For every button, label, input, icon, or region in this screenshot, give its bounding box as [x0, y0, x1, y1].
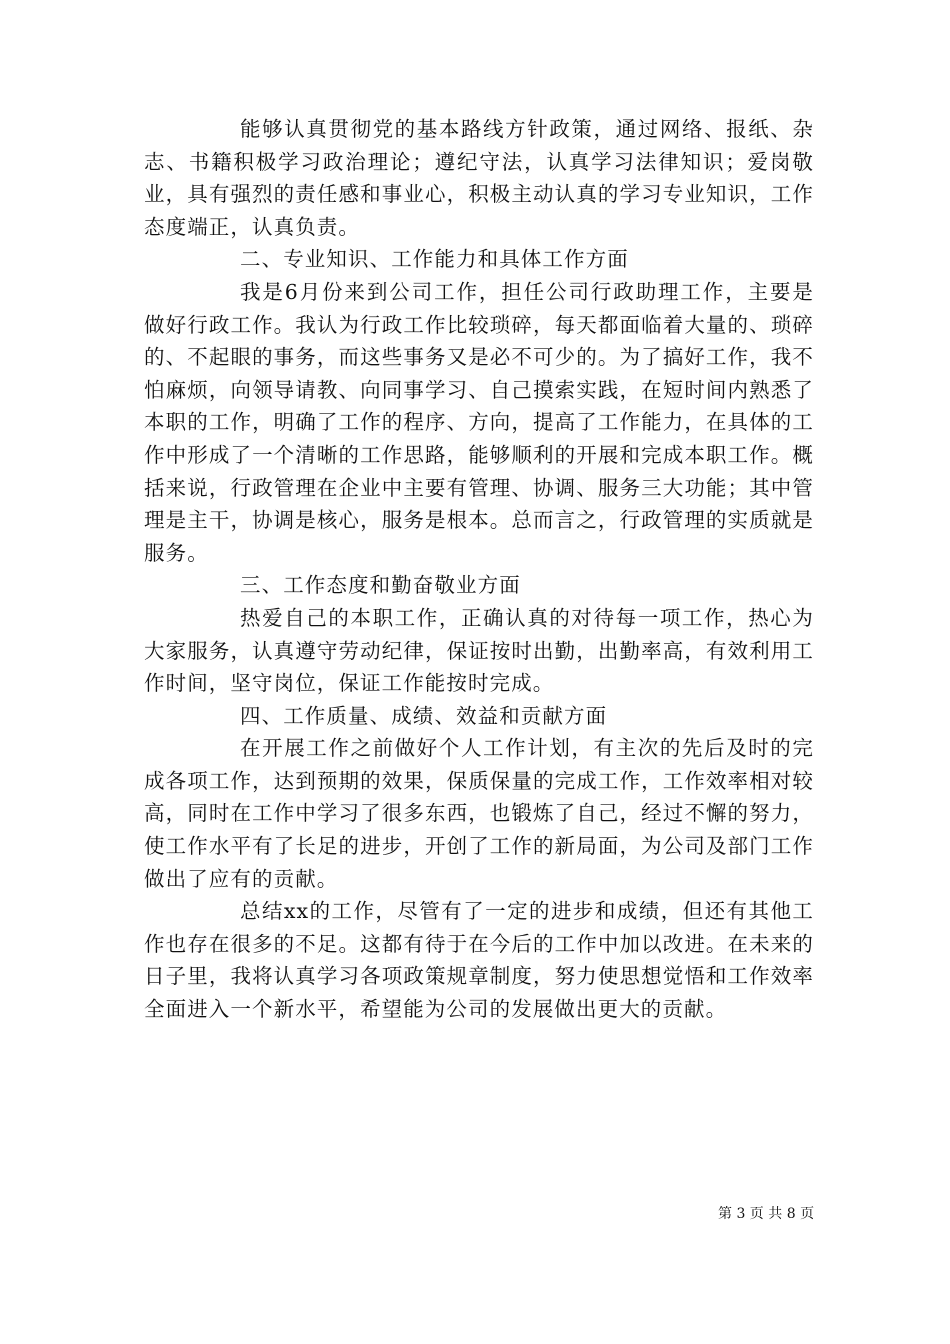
document-body — [144, 113, 814, 1026]
paragraph-professional-work: 我是6月份来到公司工作，担任公司行政助理工作，主要是做好行政工作。我认为行政工作比较琐碎，每天都面临着大量的、琐碎的、不起眼的事务，而这些事务又是必不可少的。为了搞好工作，我不怕麻烦，向领导请教、向同事学习、自己摸索实践，在短时间内熟悉了本职的工作，明确了工作的程序、方向，提高了工作能力，在具体的工作中形成了一个清晰的工作思路，能够顺利的开展和完成本职工作。概括来说，行政管理在企业中主要有管理、协调、服务三大功能；其中管理是主干，协调是核心，服务是根本。总而言之，行政管理的实质就是服务。 — [144, 279, 814, 565]
paragraph-summary: 总结xx的工作，尽管有了一定的进步和成绩，但还有其他工作也存在很多的不足。这都有待于在今后的工作中加以改进。在未来的日子里，我将认真学习各项政策规章制度，努力使思想觉悟和工作效率全面进入一个新水平，希望能为公司的发展做出更大的贡献。 — [144, 899, 814, 1022]
paragraph-attitude: 热爱自己的本职工作，正确认真的对待每一项工作，热心为大家服务，认真遵守劳动纪律，保证按时出勤，出勤率高，有效利用工作时间，坚守岗位，保证工作能按时完成。 — [144, 605, 814, 696]
paragraph-political-study: 能够认真贯彻党的基本路线方针政策，通过网络、报纸、杂志、书籍积极学习政治理论；遵纪守法，认真学习法律知识；爱岗敬业，具有强烈的责任感和事业心，积极主动认真的学习专业知识，工作态度端正，认真负责。 — [144, 117, 814, 239]
section-heading-professional: 二、专业知识、工作能力和具体工作方面 — [240, 247, 629, 272]
section-heading-quality: 四、工作质量、成绩、效益和贡献方面 — [240, 703, 608, 728]
paragraph-quality: 在开展工作之前做好个人工作计划，有主次的先后及时的完成各项工作，达到预期的效果，保质保量的完成工作，工作效率相对较高，同时在工作中学习了很多东西，也锻炼了自己，经过不懈的努力，使工作水平有了长足的进步，开创了工作的新局面，为公司及部门工作做出了应有的贡献。 — [144, 736, 814, 891]
section-heading-attitude: 三、工作态度和勤奋敬业方面 — [240, 573, 521, 598]
page-number-footer: 第 3 页 共 8 页 — [718, 1206, 815, 1222]
